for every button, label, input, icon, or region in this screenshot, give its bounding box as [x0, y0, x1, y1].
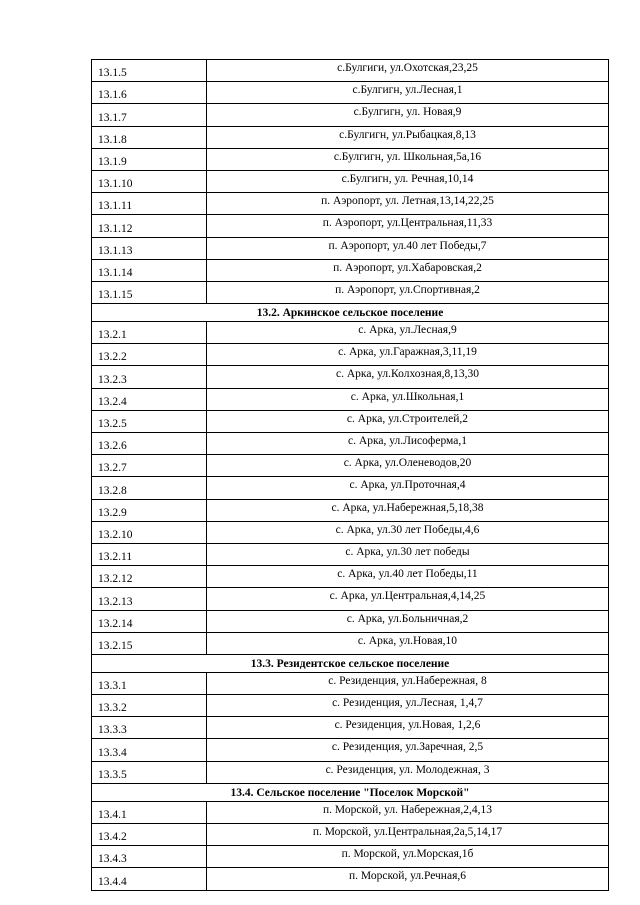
address-cell: п. Аэропорт, ул. Летная,13,14,22,25	[207, 193, 609, 215]
table-row	[92, 237, 609, 259]
address-cell: с.Булгигн, ул.Рыбацкая,8,13	[207, 126, 609, 148]
section-heading-row	[92, 304, 609, 322]
address-cell: с. Арка, ул.Гаражная,3,11,19	[207, 344, 609, 366]
address-cell: п. Аэропорт, ул.Спортивная,2	[207, 281, 609, 303]
table-row	[92, 499, 609, 521]
item-number: 13.3.4	[92, 739, 207, 761]
table-row	[92, 801, 609, 823]
section-heading: 13.3. Резидентское сельское поселение	[92, 654, 609, 672]
item-number: 13.4.1	[92, 801, 207, 823]
item-number: 13.2.5	[92, 410, 207, 432]
table-row	[92, 148, 609, 170]
table-row	[92, 477, 609, 499]
item-number: 13.2.10	[92, 521, 207, 543]
address-cell: с.Булгигн, ул. Школьная,5а,16	[207, 148, 609, 170]
table-row	[92, 566, 609, 588]
item-number: 13.2.14	[92, 610, 207, 632]
item-number: 13.2.2	[92, 344, 207, 366]
address-table-body	[92, 60, 609, 891]
item-number: 13.3.2	[92, 695, 207, 717]
section-heading-row	[92, 783, 609, 801]
table-row	[92, 82, 609, 104]
item-number: 13.2.12	[92, 566, 207, 588]
item-number: 13.1.11	[92, 193, 207, 215]
address-cell: с. Резиденция, ул.Заречная, 2,5	[207, 739, 609, 761]
table-row	[92, 824, 609, 846]
item-number: 13.2.7	[92, 455, 207, 477]
address-cell: с. Арка, ул.Лесная,9	[207, 322, 609, 344]
section-heading: 13.2. Аркинское сельское поселение	[92, 304, 609, 322]
table-row	[92, 846, 609, 868]
table-row	[92, 739, 609, 761]
table-row	[92, 126, 609, 148]
table-row	[92, 170, 609, 192]
address-cell: с.Булгигн, ул. Речная,10,14	[207, 170, 609, 192]
item-number: 13.1.10	[92, 170, 207, 192]
item-number: 13.4.4	[92, 868, 207, 890]
table-row	[92, 366, 609, 388]
item-number: 13.3.5	[92, 761, 207, 783]
item-number: 13.1.9	[92, 148, 207, 170]
table-row	[92, 695, 609, 717]
table-row	[92, 521, 609, 543]
section-heading-row	[92, 654, 609, 672]
item-number: 13.1.7	[92, 104, 207, 126]
table-row	[92, 672, 609, 694]
address-cell: с. Арка, ул.Лисоферма,1	[207, 433, 609, 455]
table-row	[92, 410, 609, 432]
table-row	[92, 717, 609, 739]
address-cell: с. Арка, ул.Оленеводов,20	[207, 455, 609, 477]
address-cell: с. Арка, ул.Набережная,5,18,38	[207, 499, 609, 521]
address-cell: с. Арка, ул.Школьная,1	[207, 388, 609, 410]
item-number: 13.1.14	[92, 259, 207, 281]
address-cell: п. Аэропорт, ул.40 лет Победы,7	[207, 237, 609, 259]
address-cell: с.Булгигн, ул. Новая,9	[207, 104, 609, 126]
address-cell: с. Арка, ул.Больничная,2	[207, 610, 609, 632]
address-cell: п. Морской, ул.Центральная,2а,5,14,17	[207, 824, 609, 846]
item-number: 13.2.8	[92, 477, 207, 499]
item-number: 13.4.2	[92, 824, 207, 846]
section-heading: 13.4. Сельское поселение "Поселок Морской"	[92, 783, 609, 801]
address-cell: с. Арка, ул.Строителей,2	[207, 410, 609, 432]
item-number: 13.2.13	[92, 588, 207, 610]
table-row	[92, 610, 609, 632]
item-number: 13.3.3	[92, 717, 207, 739]
address-cell: п. Морской, ул.Морская,1б	[207, 846, 609, 868]
table-row	[92, 761, 609, 783]
address-table	[91, 59, 609, 891]
item-number: 13.2.15	[92, 632, 207, 654]
table-row	[92, 259, 609, 281]
address-cell: с. Резиденция, ул. Молодежная, 3	[207, 761, 609, 783]
table-row	[92, 632, 609, 654]
address-cell: с. Арка, ул.30 лет победы	[207, 543, 609, 565]
item-number: 13.3.1	[92, 672, 207, 694]
address-cell: с. Резиденция, ул.Лесная, 1,4,7	[207, 695, 609, 717]
item-number: 13.1.13	[92, 237, 207, 259]
table-row	[92, 588, 609, 610]
table-row	[92, 868, 609, 890]
item-number: 13.1.15	[92, 281, 207, 303]
table-row	[92, 281, 609, 303]
item-number: 13.2.6	[92, 433, 207, 455]
address-cell: с. Арка, ул.Колхозная,8,13,30	[207, 366, 609, 388]
table-row	[92, 344, 609, 366]
table-row	[92, 322, 609, 344]
table-row	[92, 215, 609, 237]
address-cell: с.Булгигн, ул.Лесная,1	[207, 82, 609, 104]
item-number: 13.2.3	[92, 366, 207, 388]
address-cell: п. Аэропорт, ул.Хабаровская,2	[207, 259, 609, 281]
address-cell: с. Резиденция, ул.Новая, 1,2,6	[207, 717, 609, 739]
item-number: 13.1.12	[92, 215, 207, 237]
table-row	[92, 104, 609, 126]
address-cell: п. Морской, ул.Речная,6	[207, 868, 609, 890]
table-row	[92, 388, 609, 410]
item-number: 13.2.9	[92, 499, 207, 521]
address-cell: с.Булгиги, ул.Охотская,23,25	[207, 60, 609, 82]
item-number: 13.2.11	[92, 543, 207, 565]
address-cell: с. Резиденция, ул.Набережная, 8	[207, 672, 609, 694]
item-number: 13.2.1	[92, 322, 207, 344]
address-cell: п. Морской, ул. Набережная,2,4,13	[207, 801, 609, 823]
table-row	[92, 433, 609, 455]
address-cell: с. Арка, ул.Проточная,4	[207, 477, 609, 499]
table-row	[92, 543, 609, 565]
table-row	[92, 193, 609, 215]
address-cell: с. Арка, ул.40 лет Победы,11	[207, 566, 609, 588]
address-cell: с. Арка, ул.30 лет Победы,4,6	[207, 521, 609, 543]
item-number: 13.1.5	[92, 60, 207, 82]
table-row	[92, 60, 609, 82]
table-row	[92, 455, 609, 477]
item-number: 13.1.6	[92, 82, 207, 104]
item-number: 13.2.4	[92, 388, 207, 410]
address-cell: с. Арка, ул.Новая,10	[207, 632, 609, 654]
item-number: 13.4.3	[92, 846, 207, 868]
address-cell: п. Аэропорт, ул.Центральная,11,33	[207, 215, 609, 237]
item-number: 13.1.8	[92, 126, 207, 148]
address-cell: с. Арка, ул.Центральная,4,14,25	[207, 588, 609, 610]
